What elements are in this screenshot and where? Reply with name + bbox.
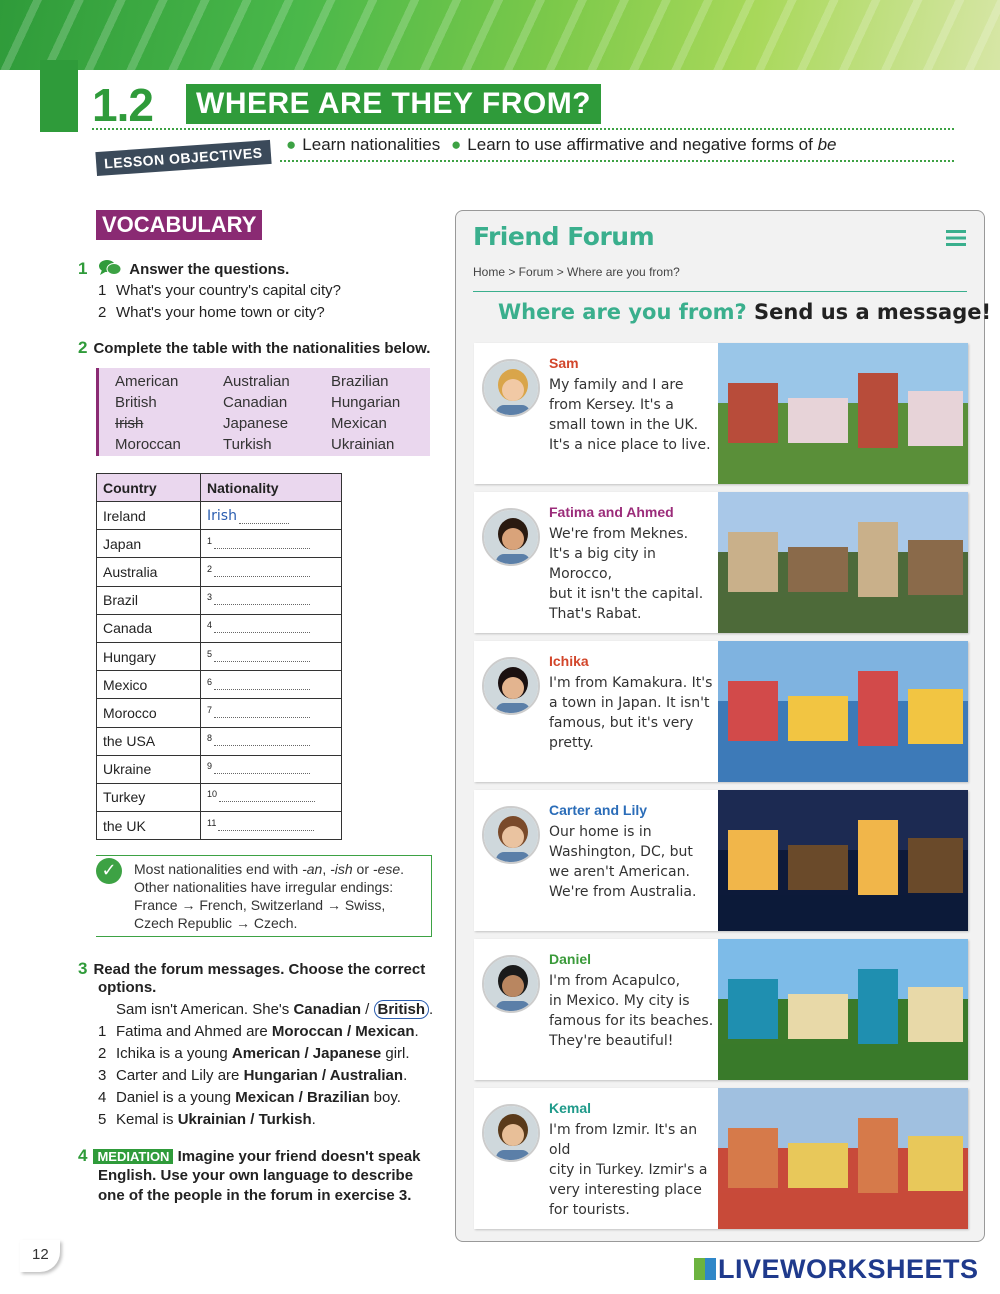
nationality-cell[interactable] xyxy=(201,783,342,811)
exercise-3-instruction: 3 Read the forum messages. Choose the correct xyxy=(78,959,426,978)
country-cell: Hungary xyxy=(97,642,201,670)
option-b[interactable]: Japanese xyxy=(312,1045,382,1062)
word-bank xyxy=(96,368,430,456)
answer-text: Irish xyxy=(207,508,237,525)
word-bank-item: American xyxy=(115,373,179,390)
table-row xyxy=(97,812,342,840)
nationality-cell[interactable] xyxy=(201,812,342,840)
forum-post xyxy=(474,939,968,1080)
blank-number: 2 xyxy=(207,563,213,574)
blank-number: 4 xyxy=(207,620,213,631)
option-b[interactable]: Australian xyxy=(329,1067,404,1084)
table-row xyxy=(97,558,342,586)
exercise-number: 1 xyxy=(78,259,88,278)
exercise-1-question: 2 What's your home town or city? xyxy=(98,304,325,321)
word-bank-item: Ukrainian xyxy=(331,436,395,453)
country-cell: the UK xyxy=(97,812,201,840)
tip-line: Czech Republic → Czech. xyxy=(134,915,298,931)
blank-number: 1 xyxy=(207,535,213,546)
table-row xyxy=(97,727,342,755)
nationality-cell[interactable] xyxy=(201,614,342,642)
table-row xyxy=(97,699,342,727)
avatar xyxy=(482,955,540,1013)
blank-number: 6 xyxy=(207,676,213,687)
post-author: Carter and Lily xyxy=(549,802,648,818)
table-row xyxy=(97,783,342,811)
blank-number: 5 xyxy=(207,648,213,659)
country-cell: Canada xyxy=(97,614,201,642)
tip-line: Other nationalities have irregular endings: xyxy=(134,879,394,895)
lesson-number: 1.2 xyxy=(92,79,153,131)
nationality-cell[interactable] xyxy=(201,530,342,558)
vocabulary-heading: VOCABULARY xyxy=(96,210,262,240)
exercise-3-example: Sam isn't American. She's Canadian / British . xyxy=(116,1001,434,1018)
exercise-1-instruction xyxy=(78,259,289,279)
city-photo xyxy=(718,939,968,1080)
page-number: 12 xyxy=(20,1240,60,1272)
word-bank-item: Hungarian xyxy=(331,394,401,411)
nationality-cell[interactable] xyxy=(201,727,342,755)
avatar xyxy=(482,508,540,566)
word-bank-item: Mexican xyxy=(331,415,387,432)
exercise-4-instruction: 4 MEDIATION Imagine your friend doesn't speak xyxy=(78,1146,421,1165)
blank-number: 7 xyxy=(207,704,213,715)
nationality-cell[interactable] xyxy=(201,671,342,699)
answer-blank xyxy=(239,512,289,524)
option-a[interactable]: Ukrainian xyxy=(177,1111,247,1128)
forum-post xyxy=(474,790,968,931)
exercise-3-item: 5 Kemal is Ukrainian / Turkish. xyxy=(98,1111,316,1128)
avatar xyxy=(482,359,540,417)
answer-blank[interactable] xyxy=(214,762,310,774)
nationality-cell[interactable] xyxy=(201,699,342,727)
exercise-1-text: Answer the questions. xyxy=(129,261,290,278)
circled-answer: British xyxy=(374,1000,430,1019)
post-author: Fatima and Ahmed xyxy=(549,504,674,520)
word-bank-item: Canadian xyxy=(223,394,288,411)
forum-post xyxy=(474,343,968,484)
word-bank-item: Japanese xyxy=(223,415,289,432)
lesson-objectives-tag: LESSON OBJECTIVES xyxy=(95,140,271,176)
forum-heading: Where are you from? Send us a message! xyxy=(498,300,992,324)
tip-line: Most nationalities end with -an, -ish or -ese. xyxy=(134,861,405,877)
city-photo xyxy=(718,790,968,931)
nationality-table xyxy=(96,473,342,840)
exercise-1-question: 1 What's your country's capital city? xyxy=(98,282,341,299)
table-header: Country xyxy=(97,474,201,502)
forum-title: Friend Forum xyxy=(473,222,655,251)
table-header: Nationality xyxy=(201,474,342,502)
post-message: I'm from Izmir. It's an old city in Turkey. Izmir's a very interesting place for tourists. xyxy=(549,1122,708,1218)
lesson-title: WHERE ARE THEY FROM? xyxy=(186,84,601,124)
forum-divider xyxy=(473,291,967,292)
word-bank-item: Moroccan xyxy=(115,436,181,453)
exercise-4-line: English. Use your own language to describe xyxy=(98,1167,414,1184)
grammar-tip-box xyxy=(96,855,432,937)
post-message: We're from Meknes. It's a big city in Morocco, but it isn't the capital. That's Rabat. xyxy=(549,526,704,622)
country-cell: Australia xyxy=(97,558,201,586)
word-bank-item: British xyxy=(115,394,157,411)
mediation-tag: MEDIATION xyxy=(93,1149,173,1164)
table-row xyxy=(97,530,342,558)
answer-blank[interactable] xyxy=(214,678,310,690)
liveworksheets-logo-icon xyxy=(694,1258,716,1280)
country-cell: Turkey xyxy=(97,783,201,811)
option-b[interactable]: Mexican xyxy=(355,1023,415,1040)
answer-blank[interactable] xyxy=(214,537,310,549)
exercise-3-instruction-cont: options. xyxy=(98,979,157,996)
objective-1: Learn nationalities xyxy=(302,135,441,154)
country-cell: Mexico xyxy=(97,671,201,699)
liveworksheets-brand: LIVEWORKSHEETS xyxy=(694,1254,979,1285)
country-cell: Ukraine xyxy=(97,755,201,783)
answer-blank[interactable] xyxy=(214,621,310,633)
lesson-accent-bar xyxy=(40,60,78,132)
exercise-4-line: one of the people in the forum in exercise 3. xyxy=(98,1187,412,1204)
check-icon: ✓ xyxy=(96,858,122,884)
country-cell: Morocco xyxy=(97,699,201,727)
hamburger-menu-icon[interactable] xyxy=(946,230,966,246)
forum-post xyxy=(474,641,968,782)
header-banner-pattern xyxy=(0,0,1000,70)
option-a[interactable]: American xyxy=(231,1045,301,1062)
avatar xyxy=(482,806,540,864)
nationality-cell[interactable] xyxy=(201,642,342,670)
blank-number: 11 xyxy=(207,817,217,828)
exercise-3-item: 1 Fatima and Ahmed are Moroccan / Mexican. xyxy=(98,1023,419,1040)
answer-blank[interactable] xyxy=(214,650,310,662)
avatar xyxy=(482,657,540,715)
word-bank-item: Brazilian xyxy=(331,373,389,390)
country-cell: Ireland xyxy=(97,502,201,530)
post-message: I'm from Acapulco, in Mexico. My city is famous for its beaches. They're beautiful! xyxy=(549,973,714,1049)
objective-2: Learn to use affirmative and negative forms of be xyxy=(467,135,837,154)
post-message: My family and I are from Kersey. It's a small town in the UK. It's a nice place to live. xyxy=(549,377,711,453)
bullet-icon: ● xyxy=(286,135,297,154)
word-bank-item-used: Irish xyxy=(115,415,144,432)
dotted-rule-bottom xyxy=(280,160,954,162)
post-author: Kemal xyxy=(549,1100,592,1116)
option-a[interactable]: Mexican xyxy=(235,1089,295,1106)
nationality-cell[interactable] xyxy=(201,586,342,614)
option-b[interactable]: Turkish xyxy=(258,1111,312,1128)
breadcrumb: Home > Forum > Where are you from? xyxy=(473,265,680,279)
bullet-icon: ● xyxy=(451,135,462,154)
nationality-cell[interactable] xyxy=(201,558,342,586)
table-row xyxy=(97,502,342,530)
post-author: Daniel xyxy=(549,951,592,967)
answer-blank[interactable] xyxy=(214,706,310,718)
answer-blank[interactable] xyxy=(219,790,315,802)
city-photo xyxy=(718,641,968,782)
answer-blank[interactable] xyxy=(214,593,310,605)
option-a[interactable]: Hungarian xyxy=(243,1067,318,1084)
nationality-cell[interactable] xyxy=(201,502,342,530)
post-author: Sam xyxy=(549,355,579,371)
city-photo xyxy=(718,1088,968,1229)
word-bank-item: Australian xyxy=(223,373,290,390)
nationality-cell[interactable] xyxy=(201,755,342,783)
blank-number: 8 xyxy=(207,733,213,744)
table-row xyxy=(97,614,342,642)
dotted-rule-top xyxy=(92,128,954,130)
tip-line: France → French, Switzerland → Swiss, xyxy=(134,897,386,913)
city-photo xyxy=(718,343,968,484)
table-row xyxy=(97,586,342,614)
table-row xyxy=(97,755,342,783)
exercise-3-item: 3 Carter and Lily are Hungarian / Australian. xyxy=(98,1067,408,1084)
table-row xyxy=(97,642,342,670)
post-author: Ichika xyxy=(549,653,589,669)
post-message: I'm from Kamakura. It's a town in Japan. It isn't famous, but it's very pretty. xyxy=(549,675,713,751)
answer-blank[interactable] xyxy=(214,565,310,577)
city-photo xyxy=(718,492,968,633)
lesson-objectives xyxy=(280,135,836,155)
country-cell: Japan xyxy=(97,530,201,558)
answer-blank[interactable] xyxy=(214,734,310,746)
speech-bubble-icon xyxy=(98,259,122,277)
option-a[interactable]: Moroccan xyxy=(271,1023,343,1040)
answer-blank[interactable] xyxy=(218,819,314,831)
country-cell: Brazil xyxy=(97,586,201,614)
blank-number: 9 xyxy=(207,761,213,772)
word-bank-item: Turkish xyxy=(223,436,272,453)
forum-post xyxy=(474,1088,968,1229)
exercise-3-item: 4 Daniel is a young Mexican / Brazilian boy. xyxy=(98,1089,401,1106)
exercise-2-instruction: 2 Complete the table with the nationalities below. xyxy=(78,338,431,357)
table-row xyxy=(97,671,342,699)
avatar xyxy=(482,1104,540,1162)
option-b[interactable]: Brazilian xyxy=(306,1089,370,1106)
blank-number: 3 xyxy=(207,592,213,603)
forum-post xyxy=(474,492,968,633)
country-cell: the USA xyxy=(97,727,201,755)
post-message: Our home is in Washington, DC, but we aren't American. We're from Australia. xyxy=(549,824,697,900)
exercise-3-item: 2 Ichika is a young American / Japanese girl. xyxy=(98,1045,410,1062)
blank-number: 10 xyxy=(207,789,218,800)
